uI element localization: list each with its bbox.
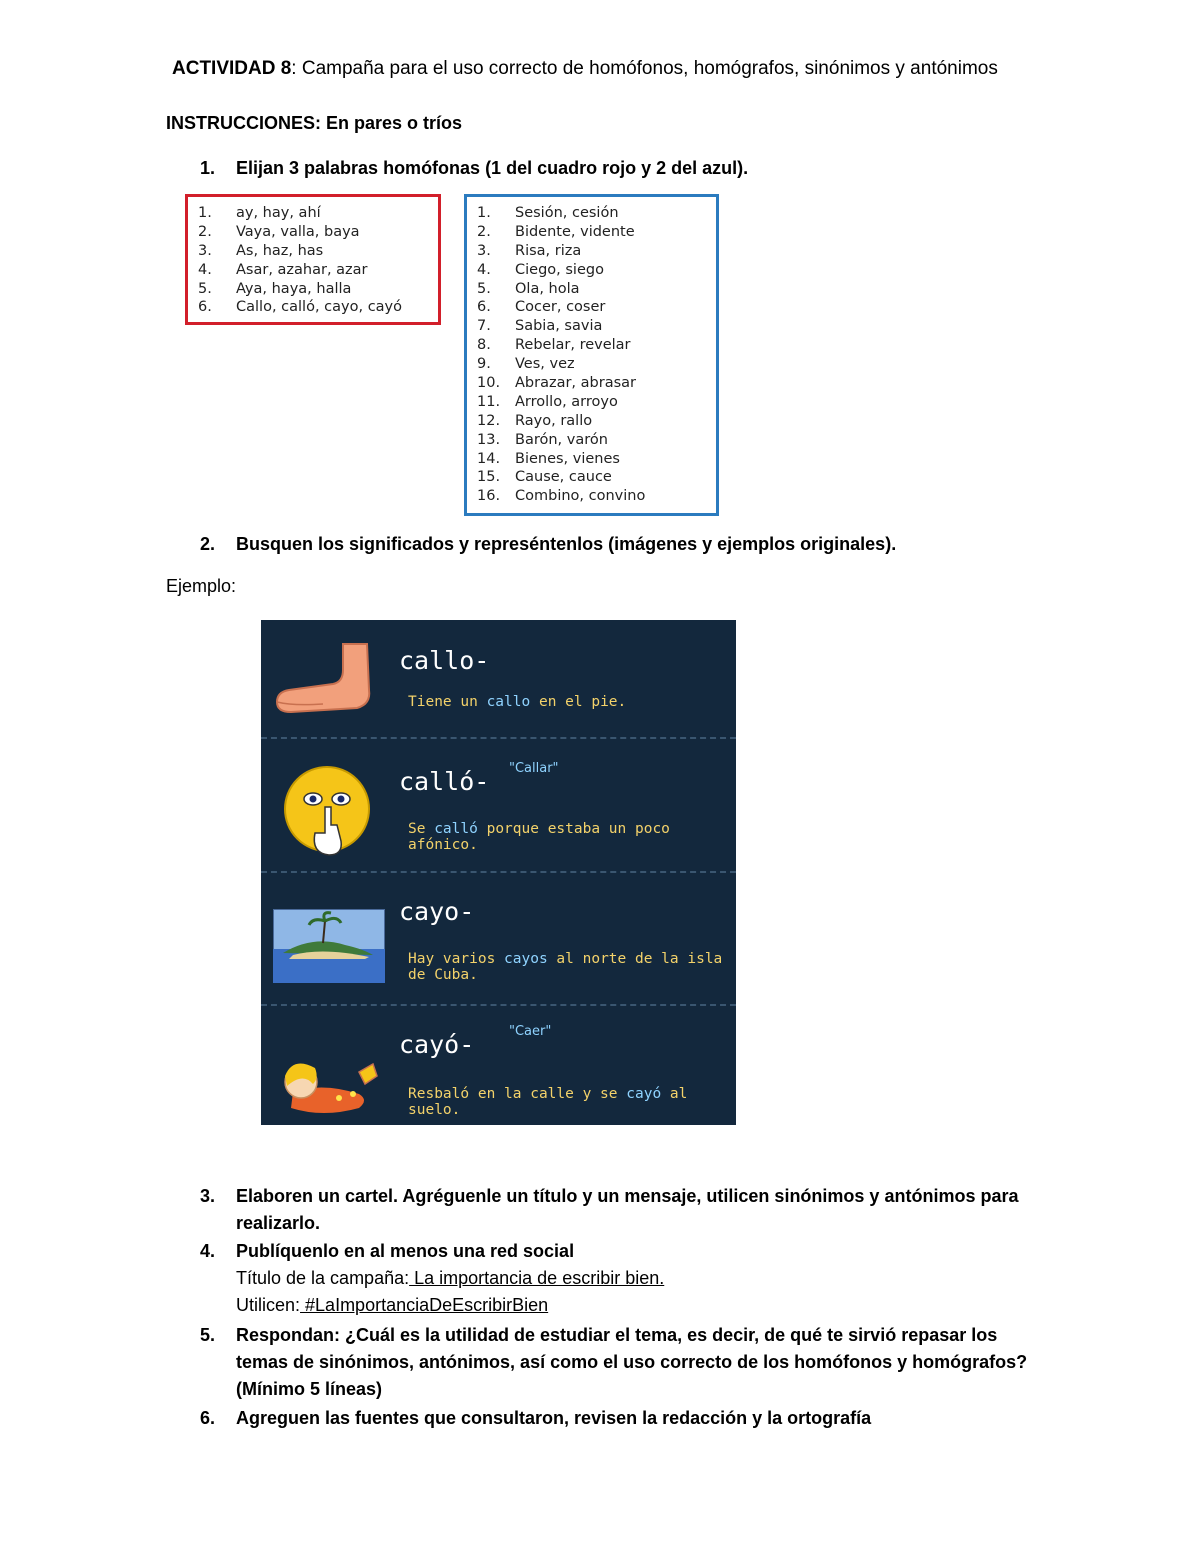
shush-emoji-icon (281, 763, 373, 859)
list-item: 15. Cause, cauce (477, 469, 612, 486)
list-item: 8. Rebelar, revelar (477, 337, 631, 354)
example-panel (261, 620, 736, 1125)
blue-word-box (464, 194, 719, 516)
step-text: Publíquenlo en al menos una red social (236, 1241, 575, 1261)
step-text: Busquen los significados y represéntenlos (imágenes y ejemplos originales). (236, 534, 897, 554)
step-text: Respondan: ¿Cuál es la utilidad de estudiar el tema, es decir, de qué te sirvió repasar los temas de sinónimos, antónimos, así como el uso correcto de los homófonos y homógrafos? (Mínimo 5 líneas) (236, 1325, 1028, 1399)
step-1 (200, 155, 1040, 182)
list-item: 11. Arrollo, arroyo (477, 393, 618, 410)
example-word: callo- (399, 646, 490, 675)
falling-girl-icon (273, 1042, 385, 1122)
step-3 (200, 1183, 1040, 1237)
page-title: ACTIVIDAD 8: Campaña para el uso correcto de homófonos, homógrafos, sinónimos y antónimos (172, 58, 998, 79)
example-word: calló- (399, 767, 490, 796)
list-item: 9. Ves, vez (477, 356, 575, 373)
example-row-callo-2 (261, 737, 736, 865)
step-6 (200, 1405, 1040, 1432)
list-item: 10. Abrazar, abrasar (477, 375, 636, 392)
step-number: 1. (200, 158, 216, 178)
step-text: Elaboren un cartel. Agréguenle un título y un mensaje, utilicen sinónimos y antónimos para realizarlo. (236, 1186, 1019, 1233)
step-number: 4. (200, 1241, 216, 1261)
example-sentence: Se calló porque estaba un poco afónico. (408, 821, 670, 853)
example-note: "Callar" (509, 761, 559, 776)
example-word: cayo- (399, 897, 475, 926)
example-row-callo (261, 620, 736, 746)
instructions-heading: INSTRUCCIONES: En pares o tríos (166, 113, 463, 133)
red-word-box (185, 194, 441, 325)
list-item: 5. Ola, hola (477, 280, 580, 297)
list-item: 3. As, haz, has (198, 242, 324, 259)
list-item: 7. Sabia, savia (477, 318, 603, 335)
step-number: 5. (200, 1325, 216, 1345)
hashtag-line: Utilicen: #LaImportanciaDeEscribirBien (236, 1295, 549, 1315)
list-item: 1. Sesión, cesión (477, 205, 619, 221)
example-sentence: Hay varios cayos al norte de la isla de Cuba. (408, 951, 723, 983)
foot-icon (273, 640, 385, 718)
step-number: 3. (200, 1186, 216, 1206)
list-item: 2. Bidente, vidente (477, 223, 635, 240)
step-number: 6. (200, 1408, 216, 1428)
list-item: 6. Callo, calló, cayo, cayó (198, 299, 402, 316)
campaign-title-line: Título de la campaña: La importancia de escribir bien. (236, 1268, 665, 1288)
list-item: 1. ay, hay, ahí (198, 205, 321, 221)
list-item: 13. Barón, varón (477, 431, 608, 448)
example-sentence: Tiene un callo en el pie. (408, 694, 627, 710)
example-word: cayó- (399, 1030, 475, 1059)
list-item: 4. Asar, azahar, azar (198, 261, 368, 278)
list-item: 4. Ciego, siego (477, 261, 604, 278)
step-text: Elijan 3 palabras homófonas (1 del cuadro rojo y 2 del azul). (236, 158, 749, 178)
list-item: 14. Bienes, vienes (477, 450, 620, 467)
step-2 (200, 531, 1040, 558)
list-item: 6. Cocer, coser (477, 299, 606, 316)
list-item: 3. Risa, riza (477, 242, 582, 259)
step-5 (200, 1322, 1040, 1403)
example-row-cayo-2 (261, 1004, 736, 1125)
island-icon (273, 909, 385, 983)
example-note: "Caer" (509, 1024, 552, 1039)
list-item: 2. Vaya, valla, baya (198, 223, 360, 240)
example-label: Ejemplo: (166, 576, 237, 596)
list-item: 5. Aya, haya, halla (198, 280, 352, 297)
step-4 (200, 1238, 1040, 1319)
example-row-cayo (261, 871, 736, 999)
example-sentence: Resbaló en la calle y se cayó al suelo. (408, 1086, 688, 1118)
step-text: Agreguen las fuentes que consultaron, revisen la redacción y la ortografía (236, 1408, 872, 1428)
step-number: 2. (200, 534, 216, 554)
list-item: 12. Rayo, rallo (477, 412, 593, 429)
list-item: 16. Combino, convino (477, 488, 646, 505)
